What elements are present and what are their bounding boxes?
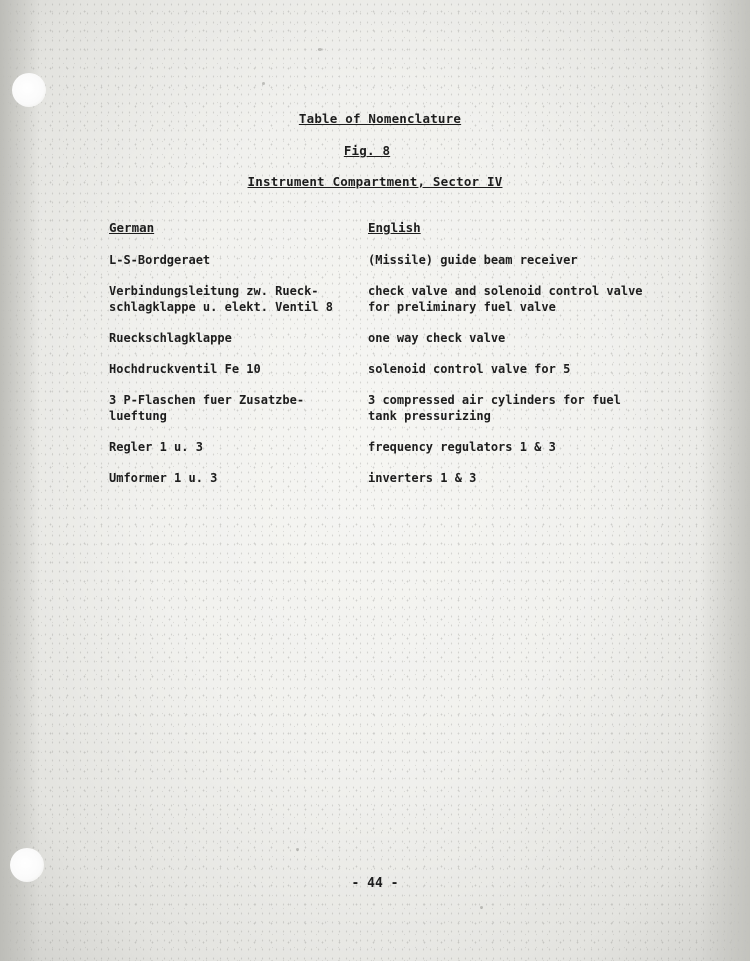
german-term: Umformer 1 u. 3 xyxy=(109,471,218,485)
german-term: L-S-Bordgeraet xyxy=(109,253,211,267)
english-term-continued: for preliminary fuel valve xyxy=(368,300,556,314)
english-term: inverters 1 & 3 xyxy=(368,471,477,485)
english-term: 3 compressed air cylinders for fuel xyxy=(368,393,621,407)
document-title: Table of Nomenclature xyxy=(298,111,462,126)
punch-hole-top xyxy=(12,73,46,107)
english-term: (Missile) guide beam receiver xyxy=(368,253,578,267)
german-term-continued: lueftung xyxy=(109,409,167,423)
english-term: solenoid control valve for 5 xyxy=(368,362,571,376)
column-header-english: English xyxy=(368,220,421,235)
page-number: - 44 - xyxy=(351,876,399,891)
ink-speck xyxy=(262,82,265,85)
ink-speck xyxy=(318,48,322,51)
figure-label: Fig. 8 xyxy=(343,143,391,158)
german-term: Verbindungsleitung zw. Rueck- xyxy=(109,284,319,298)
german-term: Regler 1 u. 3 xyxy=(109,440,203,454)
english-term: check valve and solenoid control valve xyxy=(368,284,643,298)
german-term: Rueckschlagklappe xyxy=(109,331,232,345)
english-term-continued: tank pressurizing xyxy=(368,409,491,423)
english-term: one way check valve xyxy=(368,331,506,345)
german-term: 3 P-Flaschen fuer Zusatzbe- xyxy=(109,393,305,407)
ink-speck xyxy=(296,848,299,851)
german-term: Hochdruckventil Fe 10 xyxy=(109,362,261,376)
english-term: frequency regulators 1 & 3 xyxy=(368,440,556,454)
column-header-german: German xyxy=(109,220,155,235)
section-heading: Instrument Compartment, Sector IV xyxy=(247,174,503,189)
ink-speck xyxy=(480,906,483,909)
german-term-continued: schlagklappe u. elekt. Ventil 8 xyxy=(109,300,333,314)
